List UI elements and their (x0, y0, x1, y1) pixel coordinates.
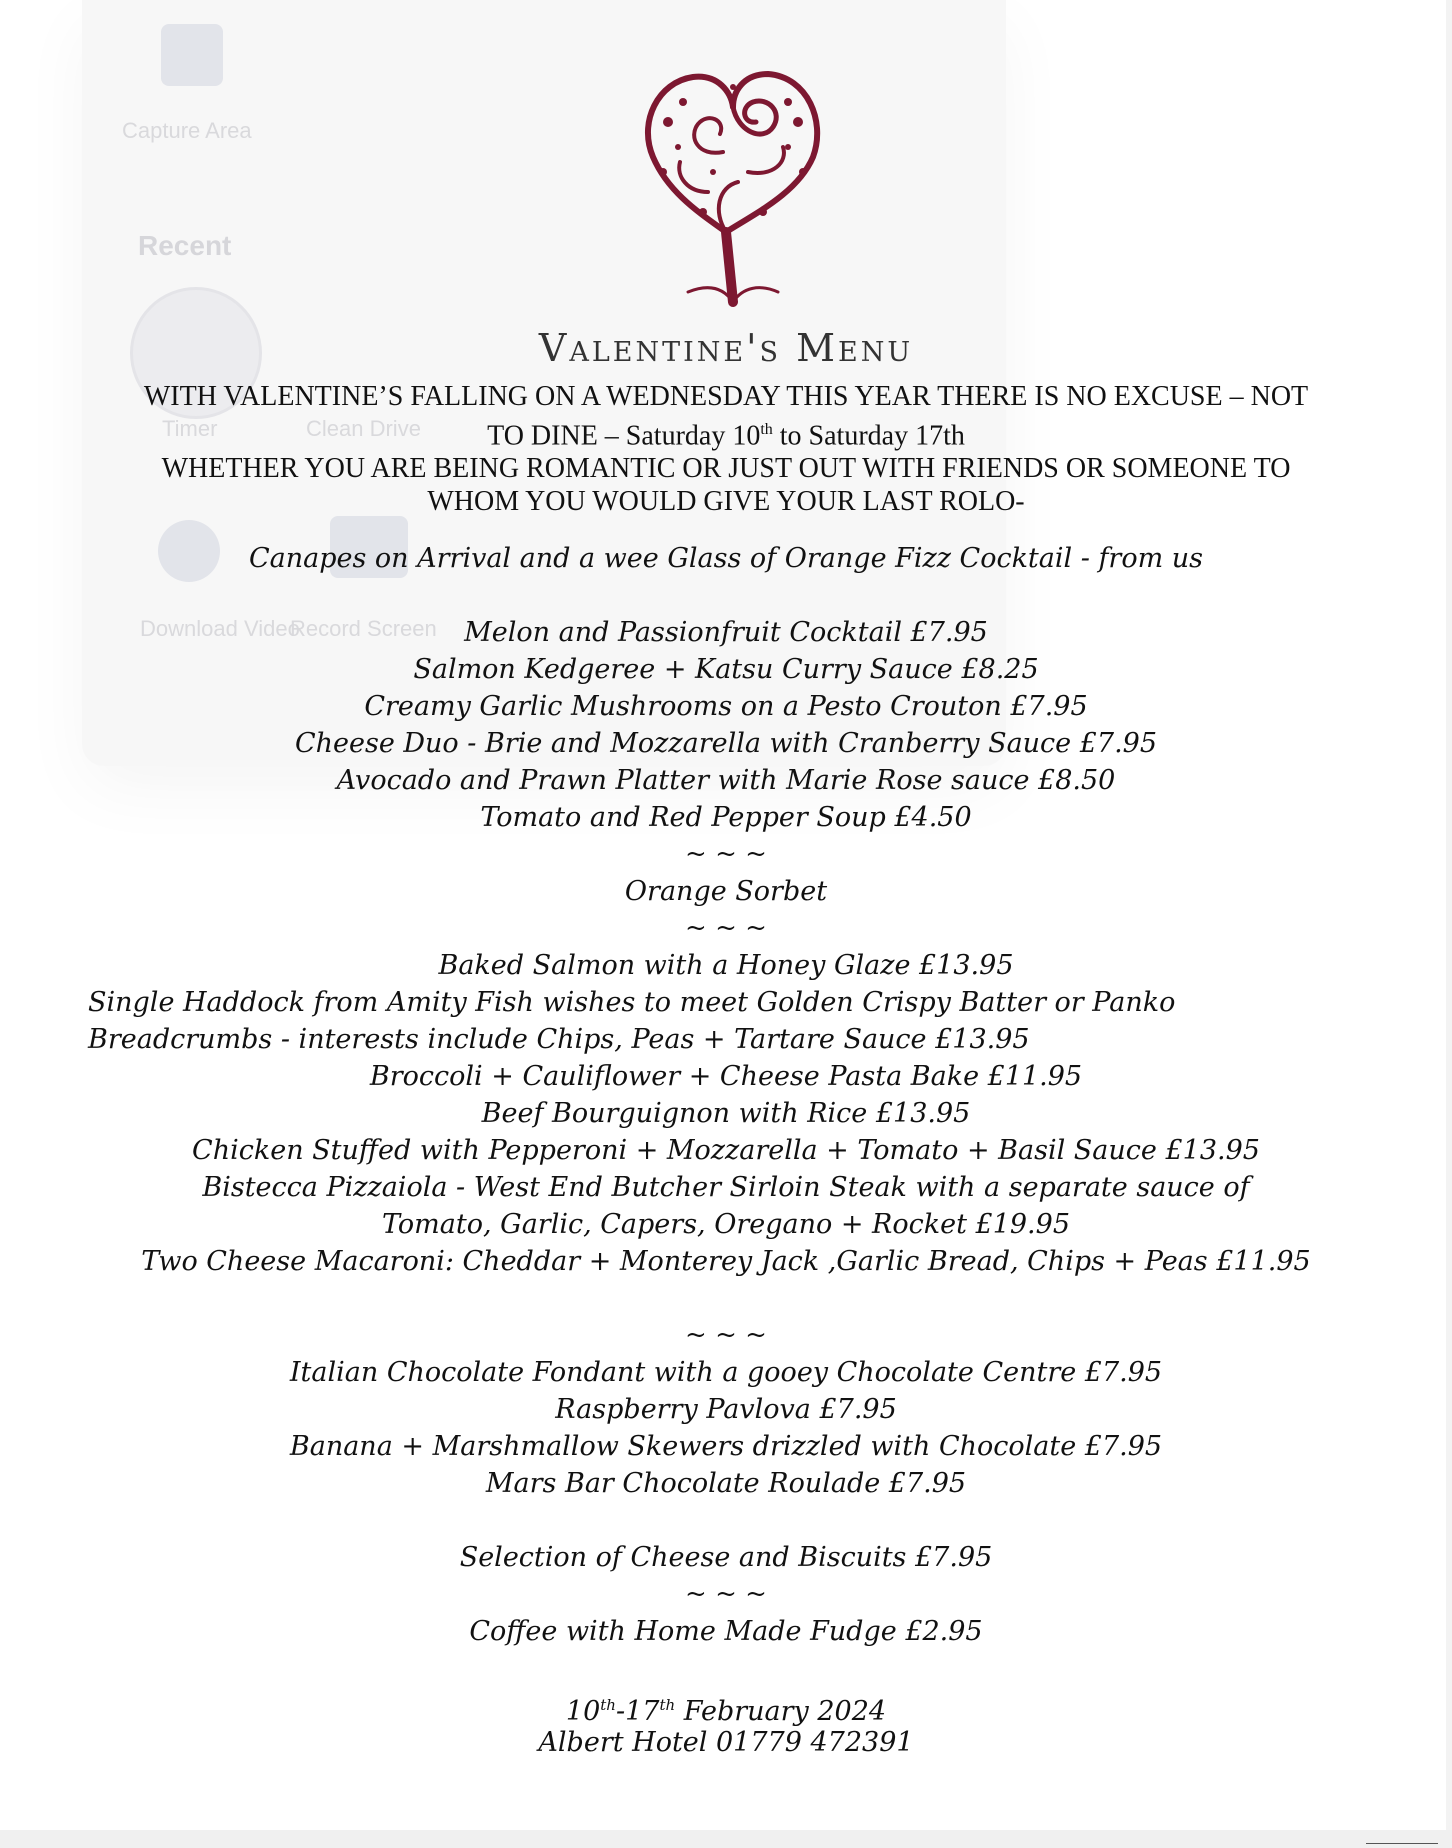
download-video-label[interactable]: Download Video (140, 616, 300, 641)
main-item: Single Haddock from Amity Fish wishes to meet Golden Crispy Batter or Panko (88, 987, 1176, 1018)
separator: ~ ~ ~ (685, 1320, 767, 1350)
separator: ~ ~ ~ (685, 1579, 767, 1609)
starter-item: Avocado and Prawn Platter with Marie Rose sauce £8.50 (336, 765, 1116, 796)
canapes-line: Canapes on Arrival and a wee Glass of Orange Fizz Cocktail - from us (248, 543, 1204, 574)
coffee-line: Coffee with Home Made Fudge £2.95 (469, 1616, 983, 1647)
intro-line-3: WHETHER YOU ARE BEING ROMANTIC OR JUST OUT WITH FRIENDS OR SOMEONE TO (161, 453, 1291, 485)
record-screen-label[interactable]: Record Screen (290, 616, 437, 641)
recent-heading: Recent (138, 230, 232, 261)
main-item: Baked Salmon with a Honey Glaze £13.95 (438, 950, 1014, 981)
main-item: Bistecca Pizzaiola - West End Butcher Sirloin Steak with a separate sauce of (202, 1172, 1250, 1203)
main-item: Beef Bourguignon with Rice £13.95 (481, 1098, 971, 1129)
resize-handle[interactable] (1366, 1843, 1438, 1848)
menu-title: Valentine's Menu (538, 326, 914, 370)
main-item: Tomato, Garlic, Capers, Oregano + Rocket £19.95 (382, 1209, 1070, 1240)
main-item: Broccoli + Cauliflower + Cheese Pasta Bake £11.95 (369, 1061, 1083, 1092)
cheese-line: Selection of Cheese and Biscuits £7.95 (459, 1542, 993, 1573)
separator: ~ ~ ~ (685, 839, 767, 869)
main-item: Chicken Stuffed with Pepperoni + Mozzarella + Tomato + Basil Sauce £13.95 (192, 1135, 1260, 1166)
dessert-item: Raspberry Pavlova £7.95 (555, 1394, 897, 1425)
venue-line: Albert Hotel 01779 472391 (538, 1727, 914, 1758)
bottom-edge (0, 1830, 1452, 1848)
camera-icon (161, 24, 223, 86)
starter-item: Creamy Garlic Mushrooms on a Pesto Crouton £7.95 (364, 691, 1088, 722)
menu-body (0, 540, 1452, 1761)
main-item: Breadcrumbs - interests include Chips, Peas + Tartare Sauce £13.95 (88, 1024, 1030, 1055)
date-line: 10th-17th February 2024 (565, 1696, 887, 1727)
clean-drive-label[interactable]: Clean Drive (306, 416, 421, 441)
main-item: Two Cheese Macaroni: Cheddar + Monterey Jack ,Garlic Bread, Chips + Peas £11.95 (141, 1246, 1311, 1277)
capture-area-label[interactable]: Capture Area (122, 118, 252, 143)
starter-item: Salmon Kedgeree + Katsu Curry Sauce £8.25 (413, 654, 1039, 685)
starter-item: Melon and Passionfruit Cocktail £7.95 (464, 617, 988, 648)
timer-label[interactable]: Timer (162, 416, 218, 441)
separator: ~ ~ ~ (685, 913, 767, 943)
heart-tree-logo (628, 62, 838, 312)
dessert-item: Mars Bar Chocolate Roulade £7.95 (485, 1468, 967, 1499)
intro-line-2: TO DINE – Saturday 10th to Saturday 17th (487, 420, 965, 452)
intro-line-4: WHOM YOU WOULD GIVE YOUR LAST ROLO- (427, 486, 1025, 518)
sorbet-line: Orange Sorbet (624, 876, 828, 907)
dessert-item: Banana + Marshmallow Skewers drizzled with Chocolate £7.95 (289, 1431, 1163, 1462)
starter-item: Cheese Duo - Brie and Mozzarella with Cranberry Sauce £7.95 (294, 728, 1158, 759)
starter-item: Tomato and Red Pepper Soup £4.50 (480, 802, 972, 833)
intro-text (96, 380, 1356, 518)
dessert-item: Italian Chocolate Fondant with a gooey Chocolate Centre £7.95 (289, 1357, 1163, 1388)
intro-line-1: WITH VALENTINE’S FALLING ON A WEDNESDAY THIS YEAR THERE IS NO EXCUSE – NOT (143, 381, 1309, 412)
